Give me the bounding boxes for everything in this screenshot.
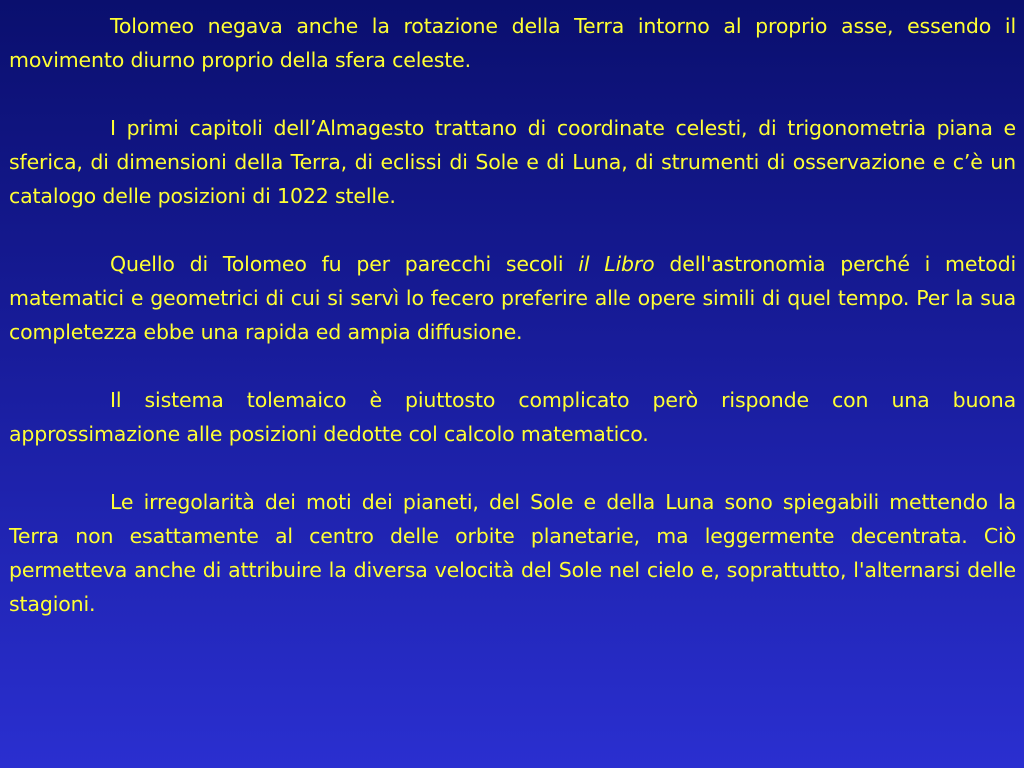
paragraph-ptolemaic-system: Il sistema tolemaico è piuttosto complicato però risponde con una buona approssimazione alle posizioni dedotte col calcolo matematico. xyxy=(9,388,1016,446)
emphasis-il-libro: il Libro xyxy=(578,252,655,276)
paragraph-irregularities: Le irregolarità dei moti dei pianeti, del Sole e della Luna sono spiegabili mettendo la Terra non esattamente al centro delle orbite planetarie, ma leggermente decentrata. Ciò permetteva anche di attribuire la diversa velocità del Sole nel cielo e, soprattutto, l'alternarsi delle stagioni. xyxy=(9,490,1016,616)
paragraph-earth-rotation: Tolomeo negava anche la rotazione della Terra intorno al proprio asse, essendo il movimento diurno proprio della sfera celeste. xyxy=(9,14,1016,72)
paragraph-the-book xyxy=(9,247,1016,349)
paragraph-the-book-end: dell'astronomia perché i metodi matematici e geometrici di cui si servì lo fecero preferire alle opere simili di quel tempo. Per la sua completezza ebbe una rapida ed ampia diffusione. xyxy=(9,252,1017,344)
paragraph-almagest-chapters: I primi capitoli dell’Almagesto trattano di coordinate celesti, di trigonometria piana e sferica, di dimensioni della Terra, di eclissi di Sole e di Luna, di strumenti di osservazione e c’è un catalogo delle posizioni di 1022 stelle. xyxy=(9,116,1016,208)
paragraph-the-book-start: Quello di Tolomeo fu per parecchi secoli xyxy=(110,252,579,276)
